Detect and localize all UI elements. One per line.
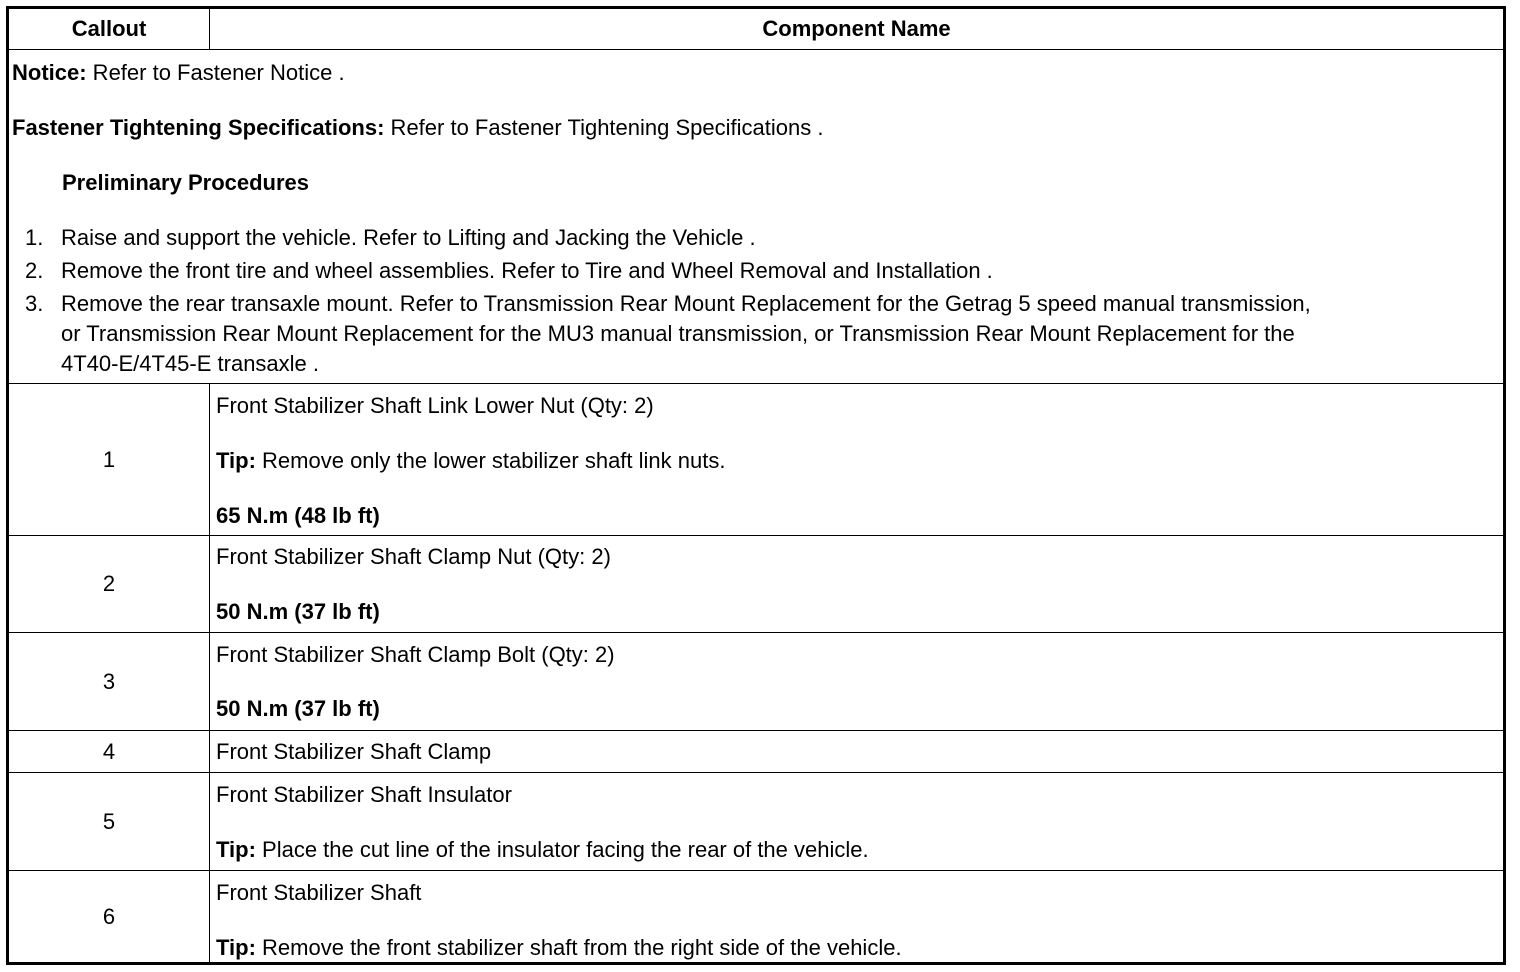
torque-spec: 50 N.m (37 lb ft) [216, 599, 380, 624]
component-table [6, 6, 1506, 965]
component-name: Front Stabilizer Shaft Clamp Bolt (Qty: 2) [216, 642, 615, 667]
step-text: Raise and support the vehicle. Refer to Lifting and Jacking the Vehicle . [61, 225, 756, 250]
table-row [9, 536, 1503, 633]
callout-number: 5 [9, 773, 210, 870]
step-text: Remove the front tire and wheel assemblies. Refer to Tire and Wheel Removal and Installation . [61, 258, 993, 283]
callout-number: 6 [9, 871, 210, 962]
component-name-header: Component Name [762, 16, 951, 41]
component-name: Front Stabilizer Shaft Insulator [216, 782, 512, 807]
component-cell [216, 536, 1499, 632]
callout-number: 4 [9, 731, 210, 772]
table-header [9, 9, 1503, 50]
table-row [9, 384, 1503, 536]
callout-number: 1 [9, 384, 210, 535]
fastener-specs-line [12, 114, 823, 142]
callout-header: Callout [9, 9, 210, 49]
tip-label: Tip: [216, 837, 256, 862]
fastener-specs-text: Refer to Fastener Tightening Specifications . [384, 115, 824, 140]
component-name: Front Stabilizer Shaft Clamp Nut (Qty: 2) [216, 544, 611, 569]
tip-line [216, 836, 869, 864]
component-cell [216, 773, 1499, 870]
tip-text: Place the cut line of the insulator facing the rear of the vehicle. [255, 837, 869, 862]
tip-line [216, 934, 902, 962]
tip-label: Tip: [216, 935, 256, 960]
component-cell [216, 731, 1499, 772]
notice-label: Notice: [12, 60, 87, 85]
preliminary-title: Preliminary Procedures [62, 170, 310, 195]
component-name: Front Stabilizer Shaft [216, 880, 422, 905]
tip-label: Tip: [216, 448, 256, 473]
component-cell [216, 384, 1499, 535]
callout-number: 2 [9, 536, 210, 632]
step-text: or Transmission Rear Mount Replacement for the MU3 manual transmission, or Transmission Rear Mount Replacement for the [61, 321, 1295, 346]
tip-text: Remove only the lower stabilizer shaft link nuts. [255, 448, 726, 473]
notice-line [12, 59, 345, 87]
component-name: Front Stabilizer Shaft Link Lower Nut (Qty: 2) [216, 393, 654, 418]
step-text: 4T40-E/4T45-E transaxle . [61, 351, 320, 376]
table-row [9, 871, 1503, 962]
step-number: 2. [25, 258, 44, 283]
tip-text: Remove the front stabilizer shaft from the right side of the vehicle. [255, 935, 902, 960]
step-number: 1. [25, 225, 44, 250]
notice-text: Refer to Fastener Notice . [86, 60, 345, 85]
component-cell [216, 633, 1499, 730]
callout-number: 3 [9, 633, 210, 730]
torque-spec: 65 N.m (48 lb ft) [216, 503, 380, 528]
fastener-specs-label: Fastener Tightening Specifications: [12, 115, 385, 140]
table-row [9, 773, 1503, 871]
step-text: Remove the rear transaxle mount. Refer to Transmission Rear Mount Replacement for the Getrag 5 speed manual transmission, [61, 291, 1311, 316]
step-number: 3. [25, 291, 44, 316]
table-row [9, 731, 1503, 773]
table-row [9, 633, 1503, 731]
component-cell [216, 871, 1499, 962]
preliminary-section [9, 50, 1503, 384]
torque-spec: 50 N.m (37 lb ft) [216, 696, 380, 721]
component-name: Front Stabilizer Shaft Clamp [216, 739, 492, 764]
tip-line [216, 447, 725, 475]
